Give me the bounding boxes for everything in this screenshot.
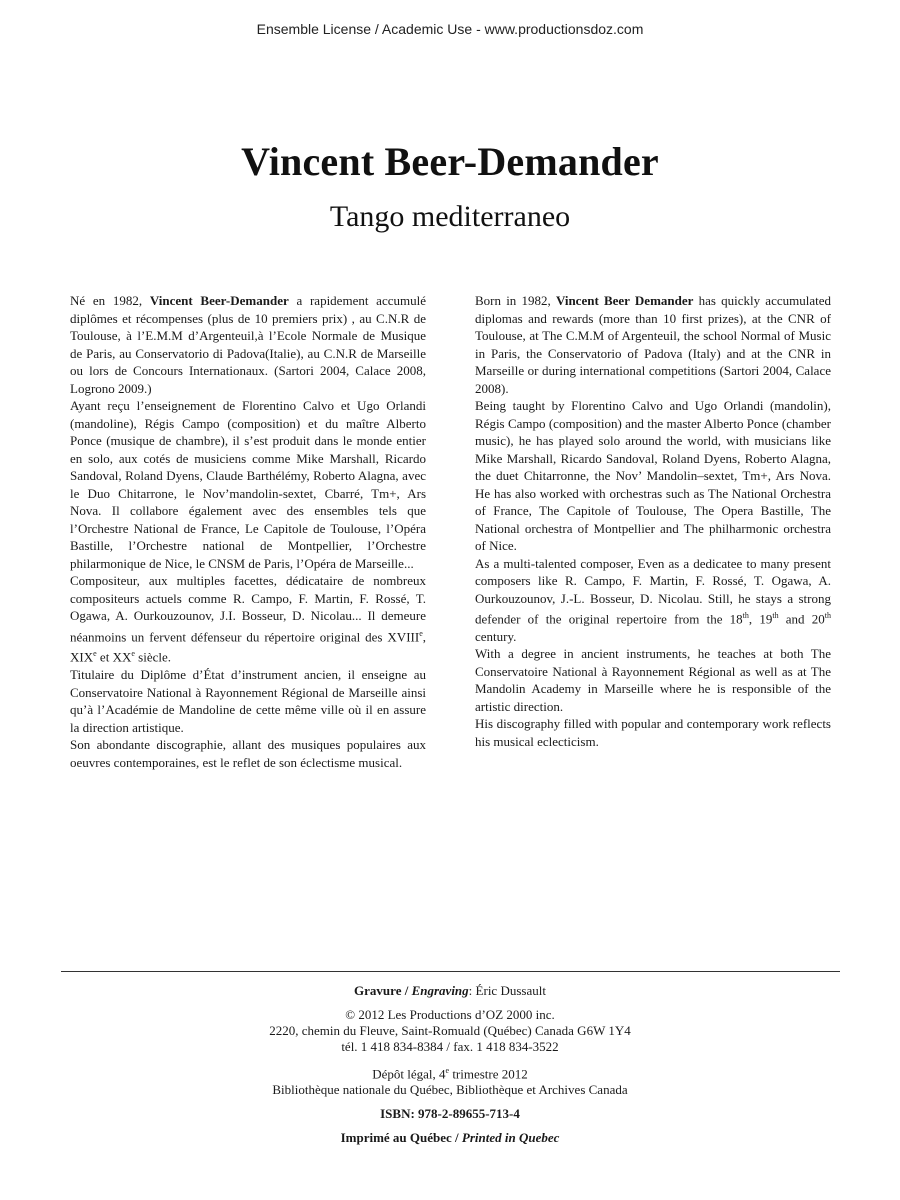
century-label: XIX (70, 649, 94, 665)
century-suffix: e (93, 649, 97, 659)
separator: et (96, 649, 113, 665)
bio-en-paragraph-1 (475, 292, 831, 397)
century-suffix: th (772, 611, 779, 620)
isbn: ISBN: 978-2-89655-713-4 (380, 1106, 520, 1122)
century-suffix: e (131, 649, 135, 659)
printed-label-fr: Imprimé au Québec (340, 1130, 452, 1146)
bio-en-paragraph-2: Being taught by Florentino Calvo and Ugo Orlandi (mandolin), Régis Campo (composition) and the master Alberto Ponce (chamber music), he has played solo around the world, with musicians like Mike Marshall, Ricardo Sandoval, Roland Dyens, Roberto Alagna, the duet Chitarronne, the Nov’ Mandolin–sextet, Tm+, Ars Nova. He has also worked with orchestras such as The National Orchestra of France, The Capitole of Toulouse, The Opera Bastille, The National orchestra of Montpellier and The philharmonic orchestra of Nice. (475, 398, 831, 553)
bio-en-paragraph-4: With a degree in ancient instruments, he teaches at both The Conservatoire National à Rayonnement Régional as well as at The Mandolin Academy in Marseille where he is responsible of the artistic direction. (475, 646, 831, 714)
publisher-phone: tél. 1 418 834-8384 / fax. 1 418 834-3522 (341, 1039, 559, 1054)
century-label: XVIII (387, 628, 420, 644)
separator: / (401, 983, 412, 998)
century-suffix: th (824, 611, 831, 620)
license-header: Ensemble License / Academic Use - www.productionsdoz.com (256, 21, 644, 37)
page-title: Vincent Beer-Demander (241, 139, 659, 184)
colophon (0, 983, 900, 1146)
printed-in (0, 1130, 900, 1146)
engraver-name: Éric Dussault (475, 983, 546, 998)
engraving-label-en: Engraving (411, 983, 469, 998)
composer-name: Vincent Beer-Demander (149, 293, 289, 308)
bio-fr-paragraph-1 (70, 292, 426, 397)
separator: and (778, 611, 812, 627)
bio-fr-text: siècle. (134, 649, 171, 665)
colophon-divider (61, 971, 840, 972)
separator: / (451, 1130, 462, 1146)
deposit-text: Dépôt légal, 4 (372, 1066, 446, 1082)
separator: : (468, 983, 476, 998)
page-subtitle: Tango mediterraneo (329, 200, 571, 233)
legal-deposit (0, 1063, 900, 1082)
bio-fr-paragraph-4: Titulaire du Diplôme d’État d’instrument ancien, il enseigne au Conservatoire National à Rayonnement Régional de Marseille ainsi qu’à l’Académie de Mandoline de cette même ville où il en assure la direction artistique. (70, 667, 426, 735)
century-label: 20 (811, 611, 825, 627)
libraries-line: Bibliothèque nationale du Québec, Bibliothèque et Archives Canada (272, 1082, 628, 1098)
biography-french (70, 292, 426, 771)
engraving-label-fr: Gravure (354, 983, 402, 998)
century-label: 18 (729, 611, 743, 627)
bio-en-paragraph-3 (475, 555, 831, 646)
copyright-line: © 2012 Les Productions d’OZ 2000 inc. (345, 1007, 555, 1022)
engraving-credit (0, 983, 900, 999)
bio-fr-paragraph-2: Ayant reçu l’enseignement de Florentino Calvo et Ugo Orlandi (mandoline), Régis Campo (composition) et du maître Alberto Ponce (musique de chambre), il s’est produit dans le monde entier en solo, aux cotés de musiciens comme Mike Marshall, Ricardo Sandoval, Roland Dyens, Claude Barthélémy, Roberto Alagna, avec le Duo Chitarrone, le Nov’mandolin-sextet, Cbarré, Tm+, Ars Nova. Il collabore également avec des ensembles tels que l’Orchestre National de France, Le Capitole de Toulouse, l’Opéra Bastille, l’Orchestre national de Montpellier, l’Orchestre philarmonique de Nice, le CNSM de Paris, l’Opéra de Marseille... (70, 398, 426, 571)
bio-fr-paragraph-5: Son abondante discographie, allant des musiques populaires aux oeuvres contemporaines, est le reflet de son éclectisme musical. (70, 737, 426, 770)
century-suffix: e (419, 628, 423, 638)
separator: , (422, 628, 426, 644)
deposit-suffix: e (445, 1066, 450, 1075)
bio-fr-paragraph-3 (70, 572, 426, 666)
bio-en-text: As a multi-talented composer, Even as a dedicatee to many present composers like R. Campo, F. Martin, F. Rossé, T. Ogawa, A. Ourkouzounov, J.-L. Bosseur, D. Nicolau. Still, he stays a strong defender of the original repertoire from the (475, 555, 831, 627)
bio-en-paragraph-5: His discography filled with popular and contemporary work reflects his musical eclecticism. (475, 716, 831, 749)
century-label: XX (112, 649, 132, 665)
bio-en-text: Born in 1982, (475, 293, 556, 308)
composer-name: Vincent Beer Demander (555, 293, 694, 308)
separator: , (748, 611, 760, 627)
bio-fr-text: a rapidement accumulé diplômes et récompenses (plus de 10 premiers prix) , au C.N.R de Toulouse, à l’E.M.M d’Argenteuil,à l’Ecole Normale de Musique de Paris, au Conservatorio di Padova(Italie), au C.N.R de Marseille ou lors de Concours Internationaux. (Sartori 2004, Calace 2008, Logrono 2009.) (70, 293, 426, 396)
bio-fr-text: Né en 1982, (70, 293, 150, 308)
biography-english (475, 292, 831, 750)
publisher-address: 2220, chemin du Fleuve, Saint-Romuald (Québec) Canada G6W 1Y4 (269, 1023, 631, 1038)
printed-label-en: Printed in Quebec (461, 1130, 560, 1146)
bio-en-text: century. (475, 628, 517, 644)
bio-fr-text: Compositeur, aux multiples facettes, dédicataire de nombreux compositeurs actuels comme R. Campo, F. Martin, F. Rossé, T. Ogawa, A. Ourkouzounov, J.I. Bosseur, D. Nicolau... Il demeure néanmoins un fervent défenseur du répertoire original des (70, 573, 426, 644)
deposit-text: trimestre 2012 (449, 1066, 528, 1082)
bio-en-text: has quickly accumulated diplomas and rewards (more than 10 first prizes), at the CNR of Toulouse, at The C.M.M of Argenteuil, the school Normal of Music in Paris, the Conservatorio of Padova (Italy) and at the CNR in Marseille or during international competitions (Sartori 2004, Calace 2008). (475, 293, 831, 396)
century-suffix: th (742, 611, 749, 620)
century-label: 19 (759, 611, 773, 627)
